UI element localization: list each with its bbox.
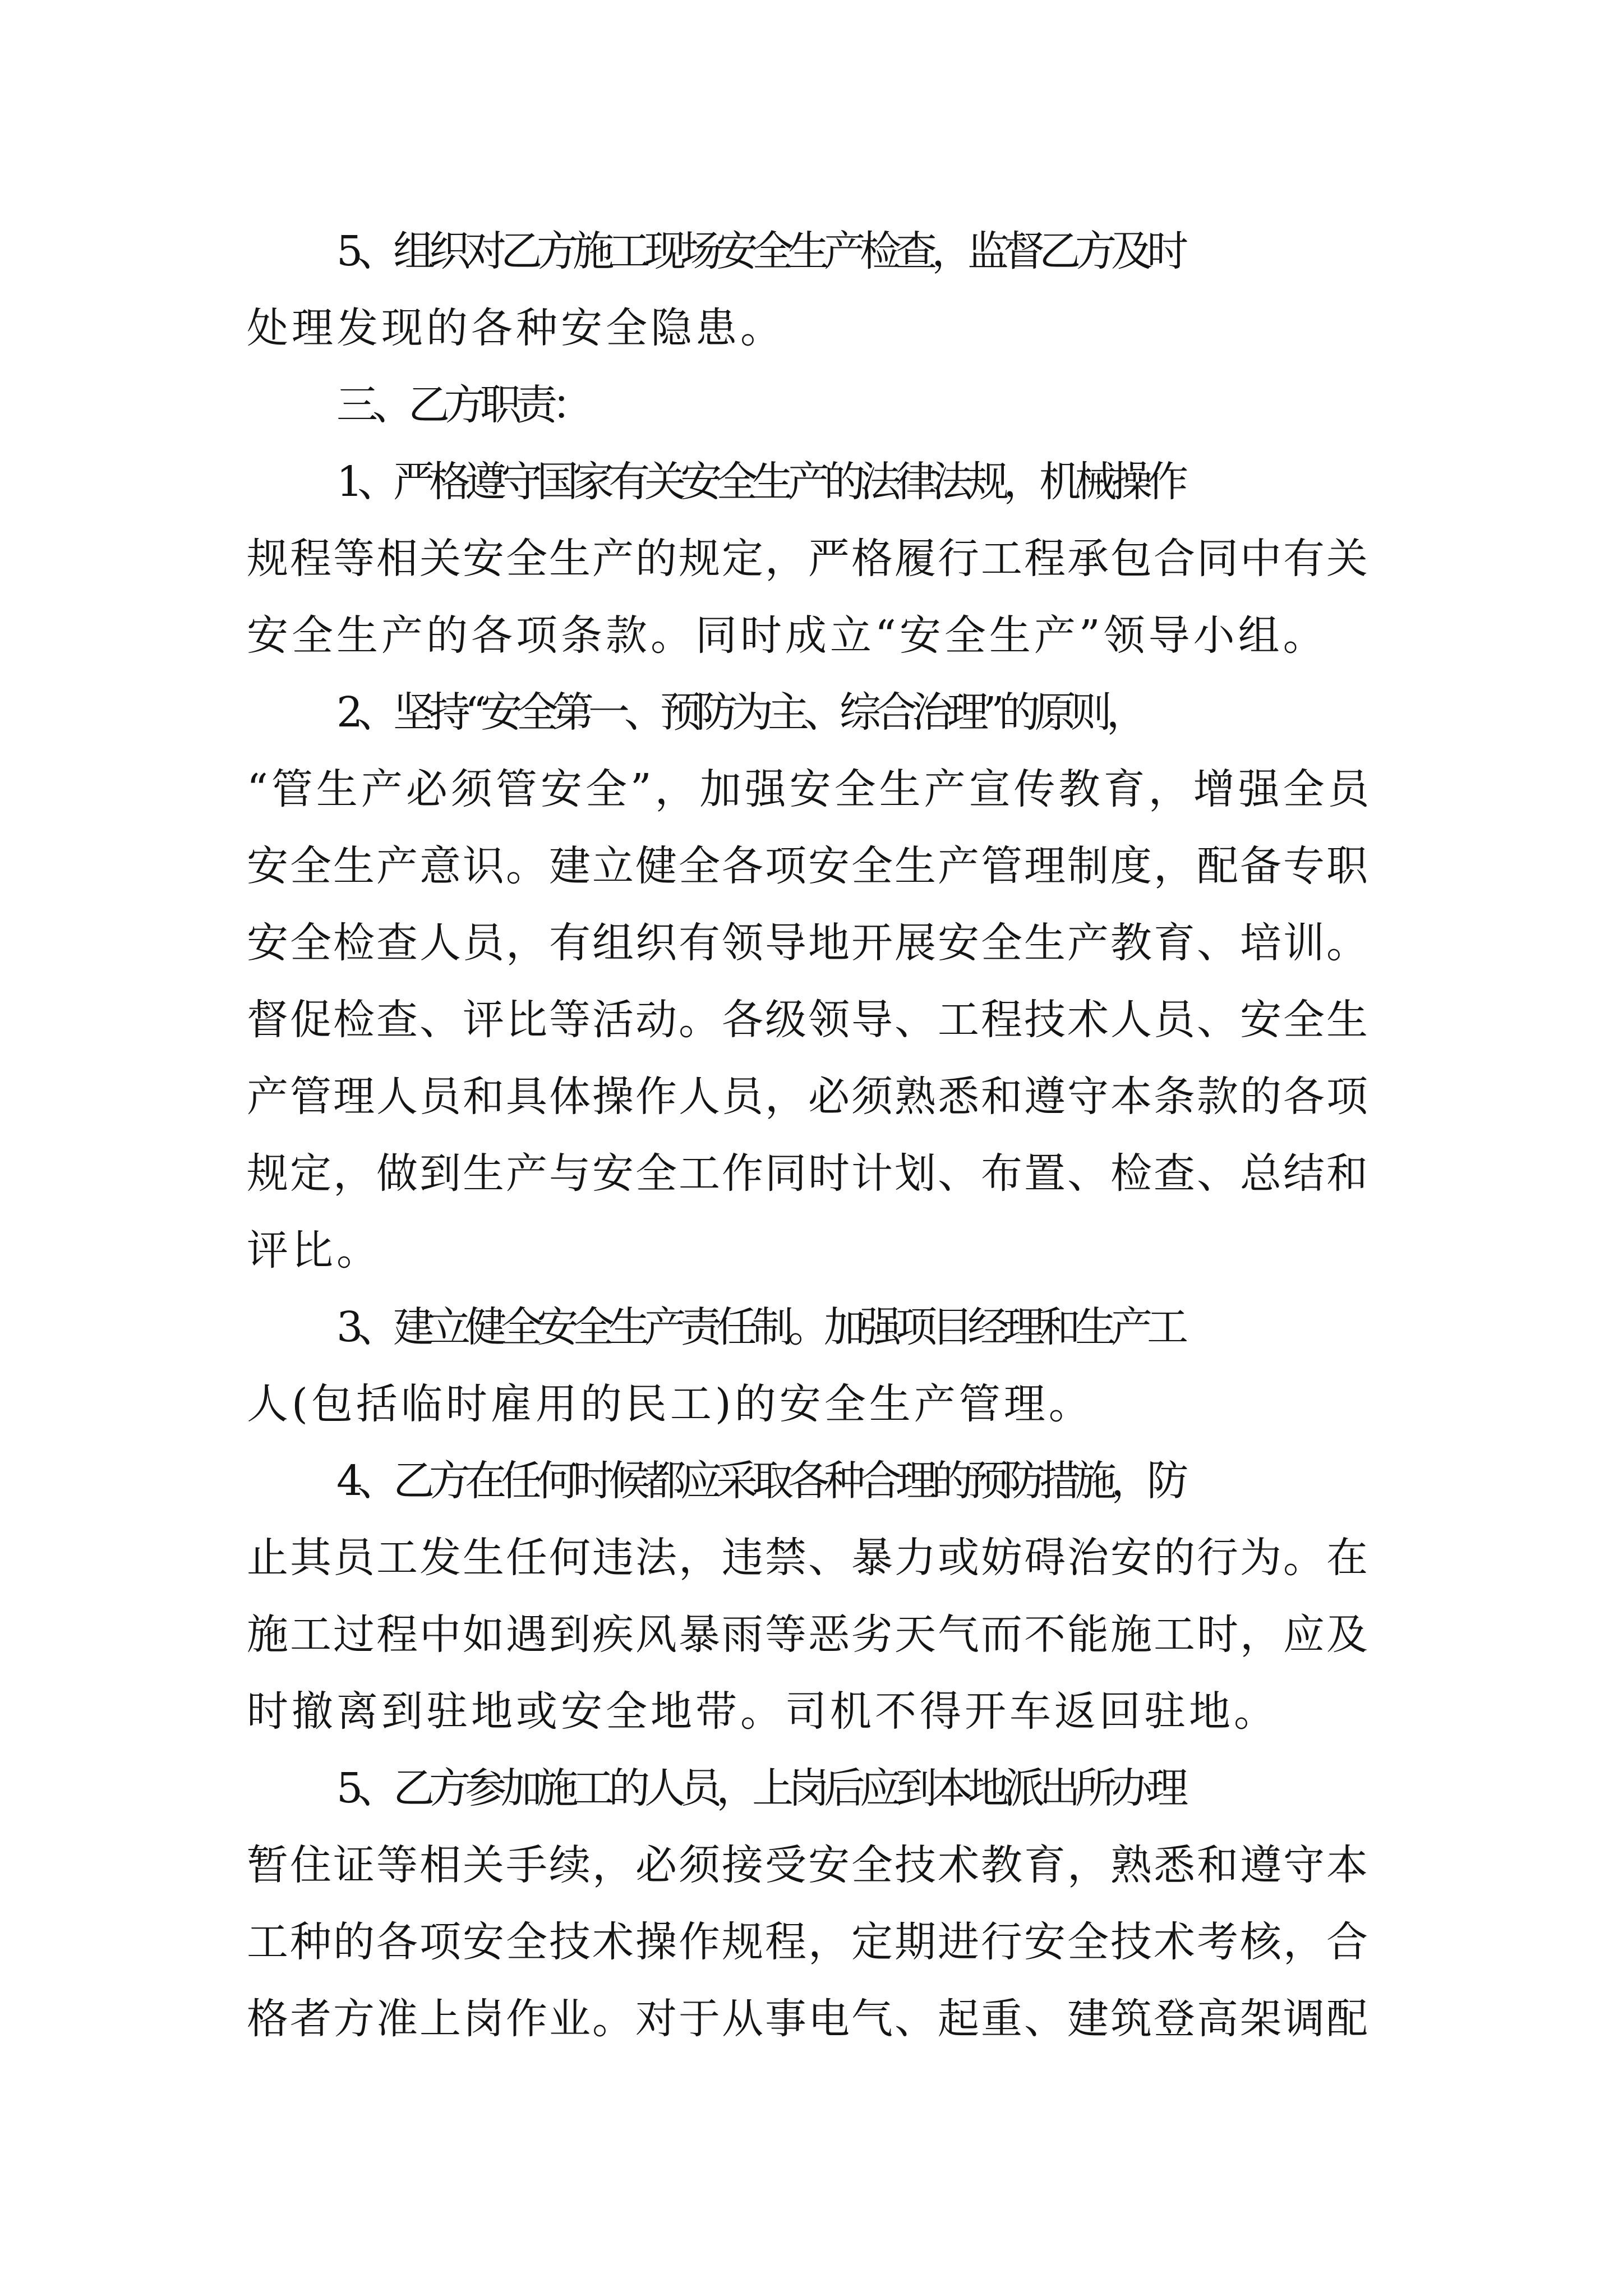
text-line: 规程等相关安全生产的规定，严格履行工程承包合同中有关 [247,535,1370,583]
text-line: 时撤离到驻地或安全地带。司机不得开车返回驻地。 [247,1687,1279,1736]
text-line: 安全检查人员，有组织有领导地开展安全生产教育、培训。 [247,919,1370,967]
section-heading-party-b-duties [247,367,1380,444]
document-body [247,213,1380,2058]
text-line: 暂住证等相关手续，必须接受安全技术教育，熟悉和遵守本 [247,1841,1370,1889]
text-line: 处理发现的各种安全隐患。 [247,304,785,352]
text-line: 督促检查、评比等活动。各级领导、工程技术人员、安全生 [247,996,1370,1044]
text-line: 产管理人员和具体操作人员，必须熟悉和遵守本条款的各项 [247,1073,1370,1121]
text-line: 2、坚持“安全第一、预防为主、综合治理”的原则， [336,688,1142,737]
paragraph-5 [247,1289,1380,1443]
text-line: 规定，做到生产与安全工作同时计划、布置、检查、总结和 [247,1149,1370,1198]
text-line: 3、建立健全安全生产责任制。加强项目经理和生产工 [336,1303,1183,1351]
text-line: 安全生产的各项条款。同时成立“安全生产”领导小组。 [247,611,1328,660]
text-line: 工种的各项安全技术操作规程，定期进行安全技术考核，合 [247,1918,1370,1966]
text-line: “管生产必须管安全”，加强安全生产宣传教育，增强全员 [247,765,1373,813]
paragraph-7 [247,1750,1380,2058]
paragraph-1 [247,213,1380,367]
text-line: 人(包括临时雇用的民工)的安全生产管理。 [247,1380,1094,1428]
text-line: 安全生产意识。建立健全各项安全生产管理制度，配备专职 [247,842,1370,890]
paragraph-3 [247,444,1380,674]
text-line: 格者方准上岗作业。对于从事电气、起重、建筑登高架调配 [247,1995,1370,2043]
text-line: 三、乙方职责： [336,381,588,429]
paragraph-4 [247,674,1380,1289]
text-line: 5、组织对乙方施工现场安全生产检查，监督乙方及时 [336,227,1183,275]
text-line: 评比。 [247,1226,381,1274]
text-line: 5、乙方参加施工的人员，上岗后应到本地派出所办理 [336,1764,1183,1812]
text-line: 1、严格遵守国家有关安全生产的法律法规，机械操作 [336,458,1183,506]
text-line: 4、乙方在任何时候都应采取各种合理的预防措施，防 [336,1457,1183,1505]
text-line: 施工过程中如遇到疾风暴雨等恶劣天气而不能施工时，应及 [247,1611,1370,1659]
paragraph-6 [247,1443,1380,1750]
text-line: 止其员工发生任何违法，违禁、暴力或妨碍治安的行为。在 [247,1534,1370,1582]
